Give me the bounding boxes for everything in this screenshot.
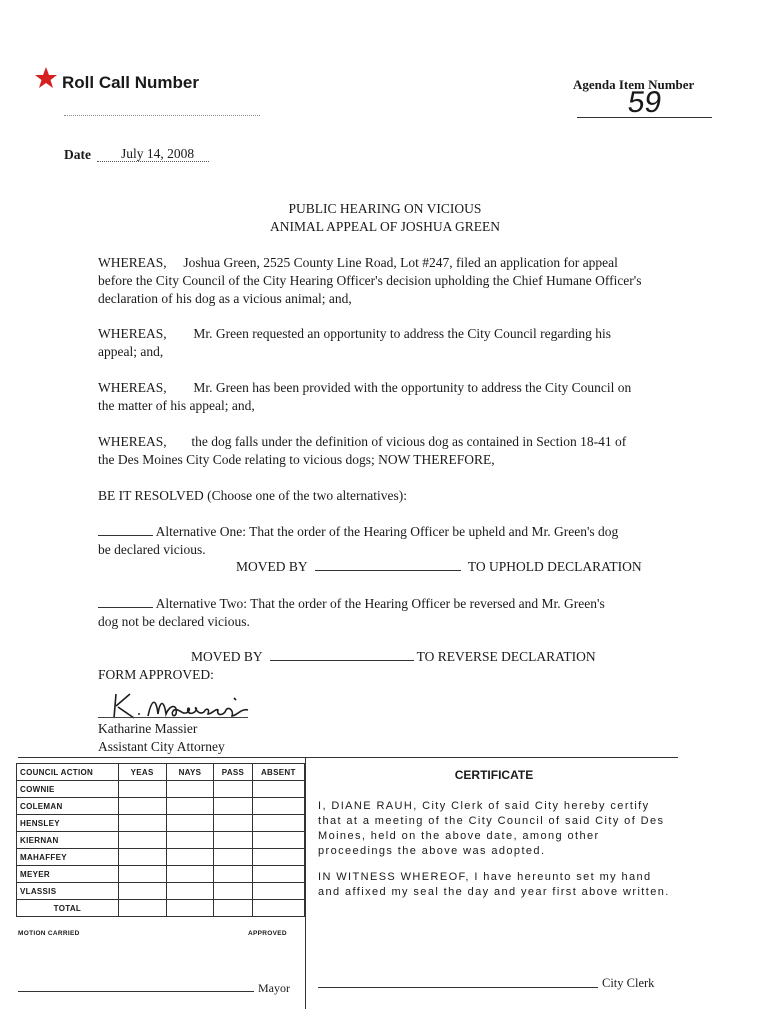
vote-cell[interactable] — [252, 781, 304, 798]
table-row — [17, 832, 305, 849]
whereas-text-cont: before the City Council of the City Hearing Officer's decision upholding the Chief Humane Officer's declaration of his dog as a vicious animal; and, — [98, 273, 642, 306]
alternative-two — [98, 595, 698, 631]
vote-cell[interactable] — [252, 832, 304, 849]
approved-label: APPROVED — [248, 930, 287, 937]
vote-cell[interactable] — [166, 832, 214, 849]
roll-call-number-line — [64, 115, 260, 116]
title-line-2: ANIMAL APPEAL OF JOSHUA GREEN — [269, 219, 501, 234]
vote-cell[interactable] — [166, 883, 214, 900]
whereas-label: WHEREAS, — [98, 380, 167, 395]
table-row — [17, 798, 305, 815]
vote-cell[interactable] — [214, 781, 252, 798]
vote-cell[interactable] — [252, 849, 304, 866]
signature-line — [98, 717, 248, 718]
absent-header: ABSENT — [252, 764, 304, 781]
alt2-mover-line[interactable] — [270, 660, 414, 661]
council-header-row — [17, 764, 305, 781]
alt2-action: TO REVERSE DECLARATION — [416, 649, 596, 664]
vertical-divider — [305, 757, 306, 1009]
agenda-item-line — [577, 117, 712, 118]
whereas-text: Joshua Green, 2525 County Line Road, Lot #247, filed an application for appeal — [183, 255, 618, 270]
mayor-signature-line[interactable] — [18, 991, 254, 992]
roll-call-label: Roll Call Number — [62, 73, 199, 92]
whereas-label: WHEREAS, — [98, 434, 167, 449]
title-line-1: PUBLIC HEARING ON VICIOUS — [288, 201, 482, 216]
vote-cell[interactable] — [214, 883, 252, 900]
signer-title: Assistant City Attorney — [98, 739, 225, 754]
vote-cell[interactable] — [252, 883, 304, 900]
total-label: TOTAL — [17, 900, 119, 917]
member-name: KIERNAN — [17, 832, 119, 849]
vote-cell[interactable] — [166, 900, 214, 917]
total-row — [17, 900, 305, 917]
clerk-signature-line[interactable] — [318, 987, 598, 988]
star-icon — [34, 66, 58, 90]
whereas-text-cont: the Des Moines City Code relating to vicious dogs; NOW THEREFORE, — [98, 452, 495, 467]
vote-cell[interactable] — [118, 781, 166, 798]
vote-cell[interactable] — [214, 832, 252, 849]
vote-cell[interactable] — [252, 798, 304, 815]
alt1-text-cont: be declared vicious. — [98, 542, 206, 557]
whereas-4 — [98, 433, 690, 469]
table-row — [17, 815, 305, 832]
vote-cell[interactable] — [118, 798, 166, 815]
be-it-resolved: BE IT RESOLVED (Choose one of the two alternatives): — [98, 488, 407, 503]
whereas-label: WHEREAS, — [98, 326, 167, 341]
alt1-mover-line[interactable] — [315, 570, 461, 571]
nays-header: NAYS — [166, 764, 214, 781]
document-title — [0, 200, 770, 236]
alt1-choice-line[interactable] — [98, 535, 153, 536]
member-name: COLEMAN — [17, 798, 119, 815]
vote-cell[interactable] — [118, 883, 166, 900]
certificate-para-1: I, DIANE RAUH, City Clerk of said City hereby certify that at a meeting of the City Council of said City of Des Moines, held on the above date, among other proceedings the above was adopted. — [318, 800, 665, 857]
table-row — [17, 866, 305, 883]
member-name: HENSLEY — [17, 815, 119, 832]
vote-cell[interactable] — [252, 815, 304, 832]
table-row — [17, 883, 305, 900]
whereas-label: WHEREAS, — [98, 255, 167, 270]
table-row — [17, 781, 305, 798]
vote-cell[interactable] — [252, 900, 304, 917]
council-action-table — [16, 763, 305, 917]
agenda-item-number: 59 — [625, 86, 664, 119]
form-approved: FORM APPROVED: — [98, 667, 214, 682]
yeas-header: YEAS — [118, 764, 166, 781]
vote-cell[interactable] — [118, 900, 166, 917]
date-value: July 14, 2008 — [121, 146, 195, 161]
vote-cell[interactable] — [166, 798, 214, 815]
alt1-text: Alternative One: That the order of the Hearing Officer be upheld and Mr. Green's dog — [155, 524, 619, 539]
vote-cell[interactable] — [214, 815, 252, 832]
table-row — [17, 849, 305, 866]
vote-cell[interactable] — [166, 849, 214, 866]
agenda-item-label: Agenda Item Number — [573, 77, 695, 92]
alt2-moved-by: MOVED BY — [191, 649, 263, 664]
motion-carried-label: MOTION CARRIED — [18, 930, 80, 937]
signature-graphic — [108, 688, 254, 724]
vote-cell[interactable] — [118, 832, 166, 849]
section-divider — [18, 757, 678, 758]
alt2-choice-line[interactable] — [98, 607, 153, 608]
alt2-moved-row — [191, 648, 596, 666]
vote-cell[interactable] — [118, 849, 166, 866]
city-clerk-label: City Clerk — [602, 976, 655, 990]
whereas-text: the dog falls under the definition of vicious dog as contained in Section 18-41 of — [191, 434, 627, 449]
vote-cell[interactable] — [214, 866, 252, 883]
whereas-text-cont: appeal; and, — [98, 344, 164, 359]
vote-cell[interactable] — [118, 866, 166, 883]
member-name: COWNIE — [17, 781, 119, 798]
vote-cell[interactable] — [252, 866, 304, 883]
pass-header: PASS — [214, 764, 252, 781]
vote-cell[interactable] — [214, 798, 252, 815]
council-header: COUNCIL ACTION — [17, 764, 119, 781]
vote-cell[interactable] — [166, 781, 214, 798]
certificate-para-2: IN WITNESS WHEREOF, I have hereunto set my hand and affixed my seal the day and year first above written. — [318, 871, 670, 898]
alt1-action: TO UPHOLD DECLARATION — [467, 559, 642, 574]
whereas-text-cont: the matter of his appeal; and, — [98, 398, 255, 413]
vote-cell[interactable] — [118, 815, 166, 832]
whereas-text: Mr. Green requested an opportunity to address the City Council regarding his — [193, 326, 612, 341]
vote-cell[interactable] — [166, 866, 214, 883]
whereas-3 — [98, 379, 690, 415]
vote-cell[interactable] — [214, 849, 252, 866]
member-name: MEYER — [17, 866, 119, 883]
member-name: MAHAFFEY — [17, 849, 119, 866]
member-name: VLASSIS — [17, 883, 119, 900]
alt1-moved-row — [236, 558, 642, 576]
alt1-moved-by: MOVED BY — [236, 559, 308, 574]
mayor-label: Mayor — [258, 981, 290, 995]
whereas-2 — [98, 325, 690, 361]
whereas-1 — [98, 254, 690, 308]
alternative-one — [98, 523, 698, 559]
alt2-text: Alternative Two: That the order of the Hearing Officer be reversed and Mr. Green's — [155, 596, 605, 611]
whereas-text: Mr. Green has been provided with the opportunity to address the City Council on — [193, 380, 632, 395]
vote-cell[interactable] — [214, 900, 252, 917]
alt2-text-cont: dog not be declared vicious. — [98, 614, 250, 629]
date-label: Date — [64, 147, 91, 162]
signer-name: Katharine Massier — [98, 721, 198, 736]
certificate-title: CERTIFICATE — [454, 768, 534, 782]
vote-cell[interactable] — [166, 815, 214, 832]
